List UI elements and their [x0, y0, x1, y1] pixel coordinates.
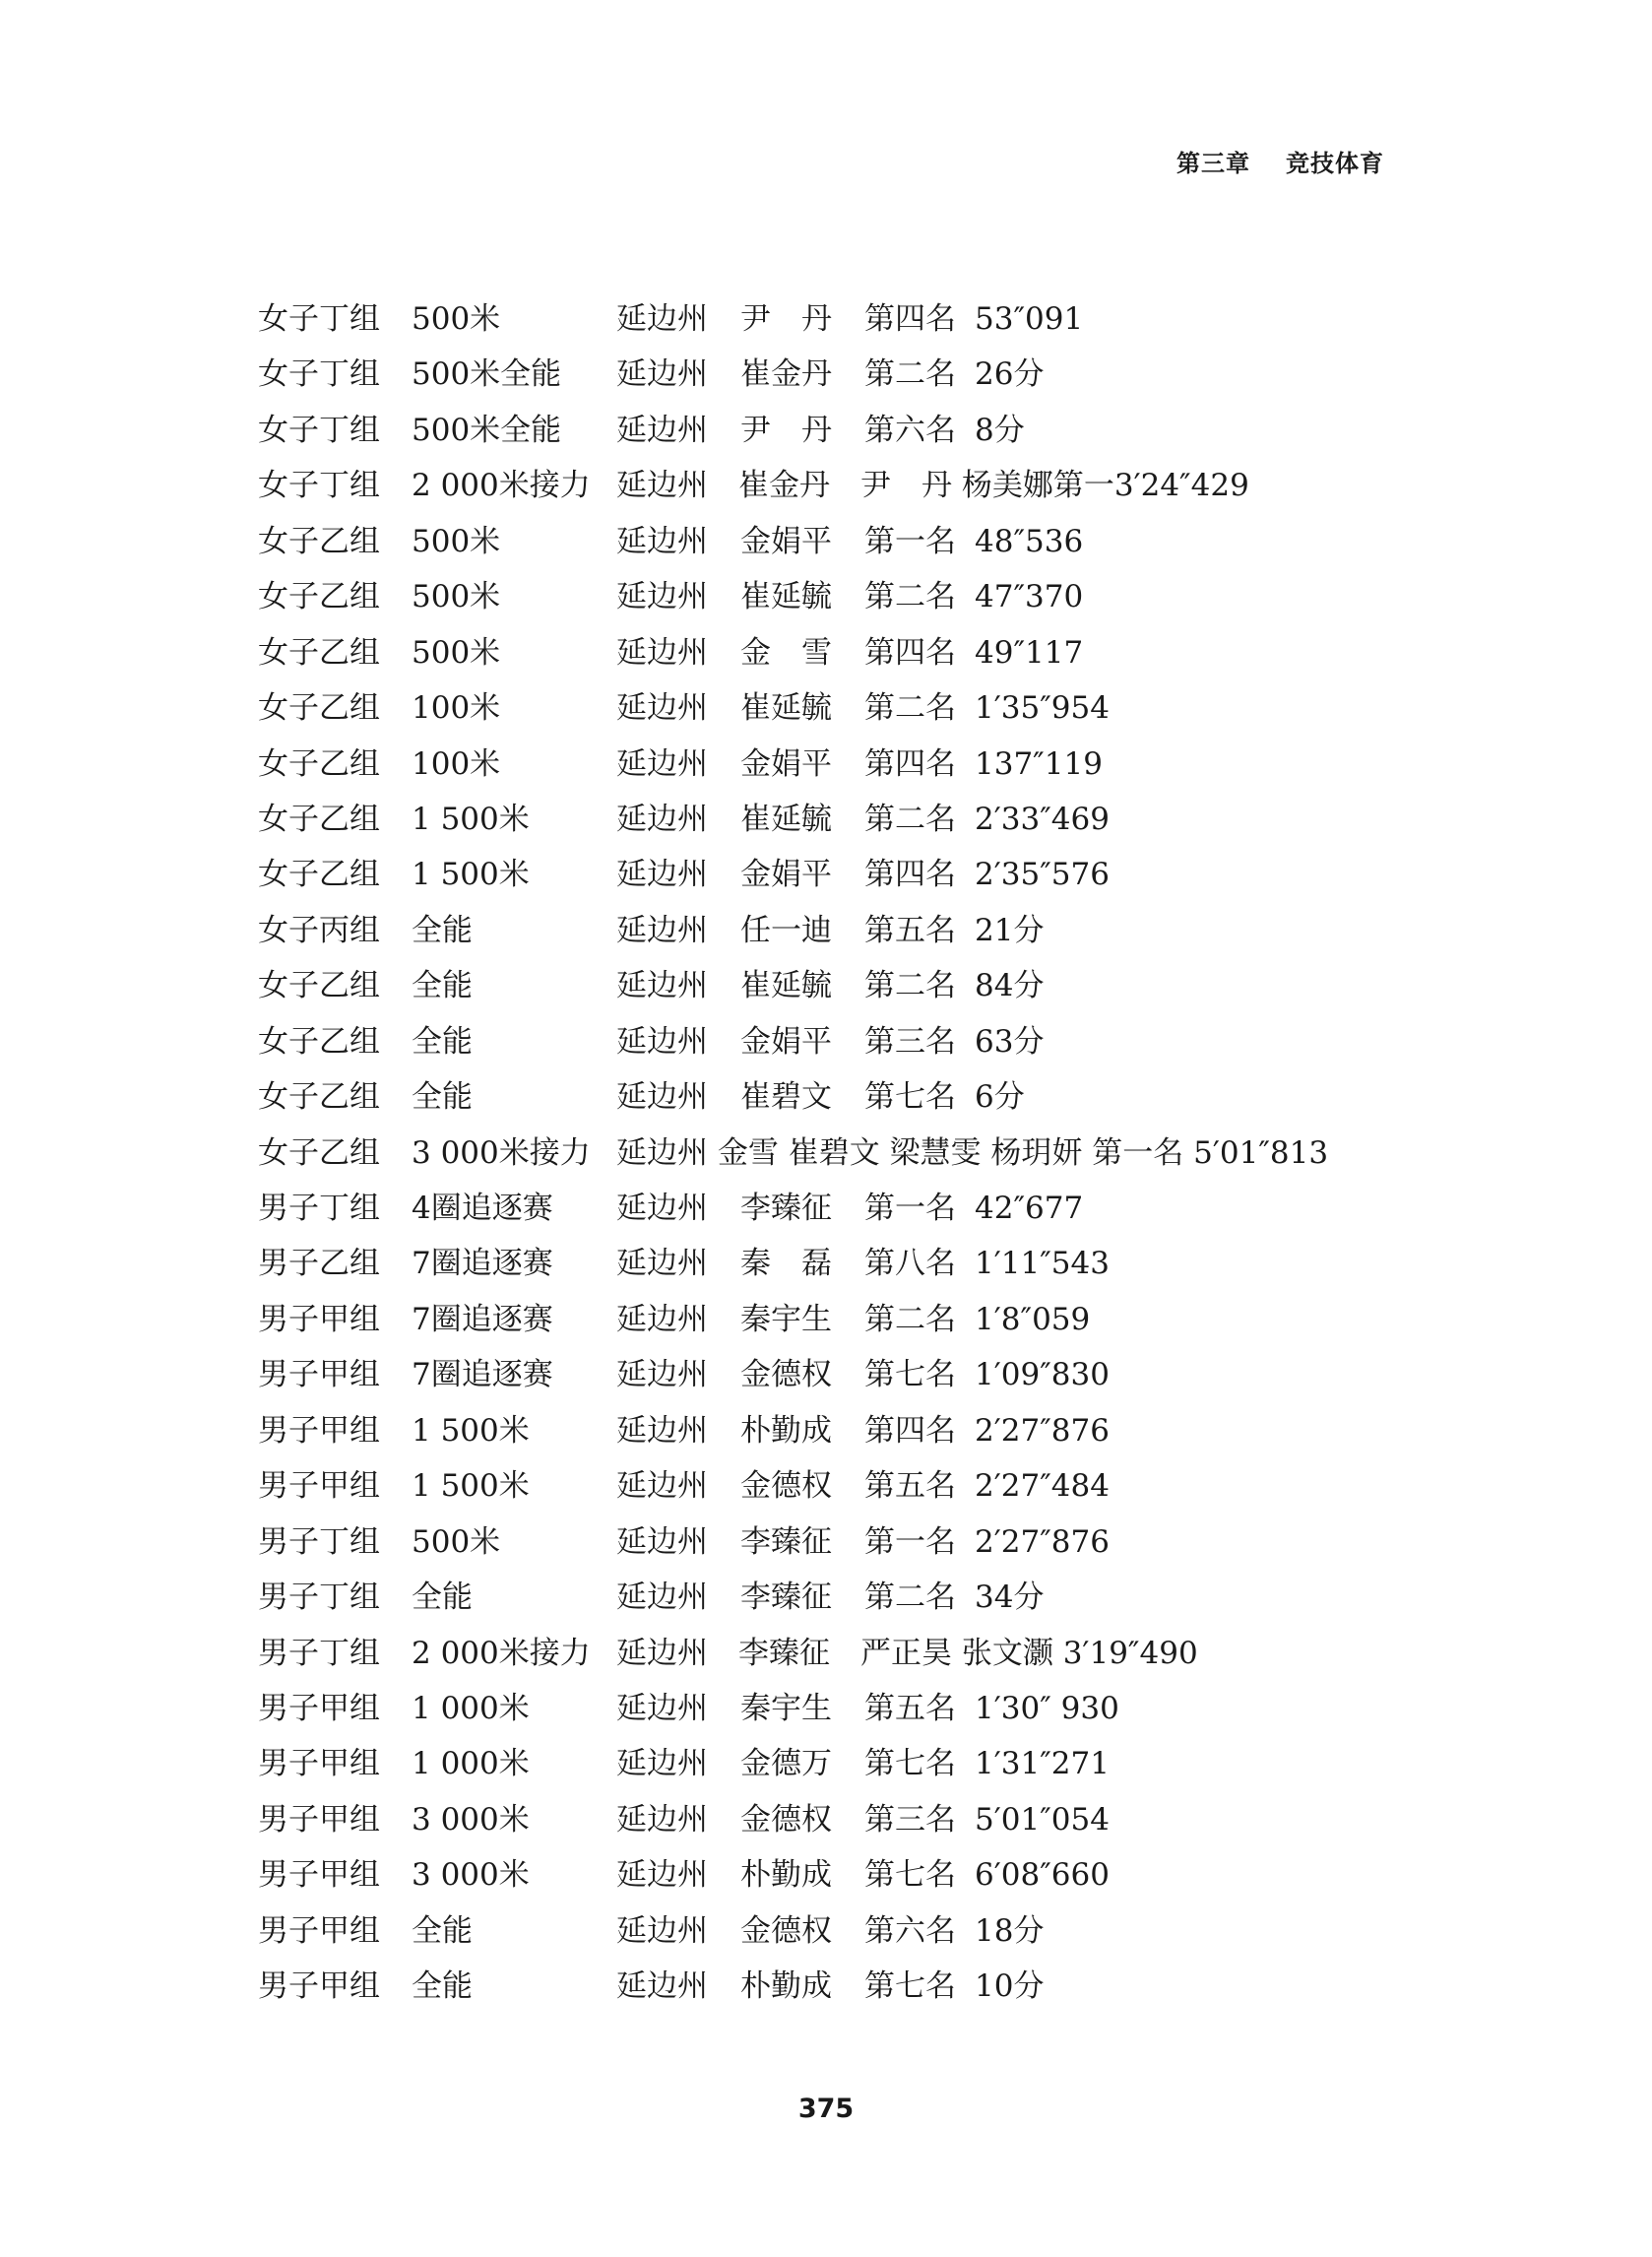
- region-cell: 延边州: [616, 1857, 708, 1894]
- region-cell: 延边州: [616, 634, 708, 671]
- rank-cell: 第五名: [864, 1468, 956, 1505]
- rank-cell: 第六名: [864, 1912, 956, 1949]
- rank-cell: 第五名: [864, 912, 956, 948]
- event-cell: 100米: [412, 745, 501, 782]
- region-cell: 延边州: [616, 356, 708, 393]
- rank-cell: 第一名: [864, 523, 956, 559]
- group-cell: 女子乙组: [258, 523, 380, 559]
- athlete-cell: 金德权: [740, 1801, 832, 1838]
- athlete-cell: 金德权: [740, 1912, 832, 1949]
- region-cell: 延边州: [616, 968, 708, 1004]
- group-cell: 女子丁组: [258, 356, 380, 393]
- result-cell: 1′30″ 930: [975, 1690, 1119, 1726]
- result-row: [258, 1347, 1439, 1402]
- result-cell: 1′31″271: [975, 1746, 1110, 1782]
- event-cell: 500米: [412, 634, 501, 671]
- event-cell: 全能: [412, 1079, 473, 1116]
- group-cell: 女子乙组: [258, 968, 380, 1004]
- event-cell: 3 000米接力: [412, 1134, 591, 1171]
- group-cell: 男子甲组: [258, 1412, 380, 1449]
- result-cell: 10分: [975, 1968, 1045, 2005]
- athlete-cell: 崔延毓: [740, 579, 832, 615]
- region-cell: 延边州: [616, 1523, 708, 1560]
- group-cell: 女子乙组: [258, 1079, 380, 1116]
- result-row: [258, 1626, 1439, 1681]
- result-row: [258, 1458, 1439, 1514]
- rank-cell: 第二名: [864, 690, 956, 727]
- result-row: [258, 1959, 1439, 2014]
- result-cell: 2′27″876: [975, 1412, 1110, 1449]
- athlete-cell: 崔金丹: [740, 356, 832, 393]
- result-row: [258, 680, 1439, 736]
- event-cell: 1 500米: [412, 1468, 530, 1505]
- region-cell: 延边州: [616, 1301, 708, 1337]
- result-row: [258, 903, 1439, 958]
- event-cell: 500米: [412, 1523, 501, 1560]
- result-cell: 18分: [975, 1912, 1045, 1949]
- athlete-cell: 崔延毓: [740, 801, 832, 837]
- rank-cell: 第八名: [864, 1246, 956, 1282]
- result-row: [258, 792, 1439, 847]
- result-cell: 1′35″954: [975, 690, 1110, 727]
- athlete-cell: 李臻征: [740, 1580, 832, 1616]
- group-cell: 男子乙组: [258, 1246, 380, 1282]
- region-cell: 延边州: [616, 857, 708, 893]
- relay-detail-cell: 延边州 崔金丹 尹 丹 杨美娜第一3′24″429: [616, 468, 1249, 504]
- event-cell: 1 500米: [412, 1412, 530, 1449]
- result-row: [258, 1181, 1439, 1236]
- event-cell: 100米: [412, 690, 501, 727]
- event-cell: 3 000米: [412, 1857, 530, 1894]
- result-cell: 6′08″660: [975, 1857, 1110, 1894]
- group-cell: 女子丙组: [258, 912, 380, 948]
- athlete-cell: 金娟平: [740, 1023, 832, 1060]
- athlete-cell: 尹 丹: [740, 301, 832, 337]
- group-cell: 女子丁组: [258, 301, 380, 337]
- result-cell: 5′01″054: [975, 1801, 1110, 1838]
- result-row: [258, 1903, 1439, 1959]
- region-cell: 延边州: [616, 301, 708, 337]
- page-number: 375: [797, 2094, 855, 2124]
- result-row: [258, 958, 1439, 1013]
- athlete-cell: 尹 丹: [740, 412, 832, 448]
- rank-cell: 第一名: [864, 1191, 956, 1226]
- result-row: [258, 1069, 1439, 1125]
- rank-cell: 第二名: [864, 579, 956, 615]
- group-cell: 女子乙组: [258, 745, 380, 782]
- rank-cell: 第二名: [864, 1301, 956, 1337]
- group-cell: 女子乙组: [258, 579, 380, 615]
- result-cell: 137″119: [975, 745, 1103, 782]
- group-cell: 女子乙组: [258, 1134, 380, 1171]
- relay-detail-cell: 延边州 金雪 崔碧文 梁慧雯 杨玥妍 第一名 5′01″813: [616, 1134, 1329, 1171]
- event-cell: 500米: [412, 523, 501, 559]
- event-cell: 全能: [412, 1968, 473, 2005]
- result-cell: 1′8″059: [975, 1301, 1091, 1337]
- athlete-cell: 秦宇生: [740, 1690, 832, 1726]
- result-row: [258, 458, 1439, 513]
- event-cell: 1 000米: [412, 1690, 530, 1726]
- section-label: 竞技体育: [1286, 150, 1384, 177]
- region-cell: 延边州: [616, 1912, 708, 1949]
- result-row: [258, 347, 1439, 402]
- athlete-cell: 金娟平: [740, 857, 832, 893]
- rank-cell: 第一名: [864, 1523, 956, 1560]
- group-cell: 女子乙组: [258, 1023, 380, 1060]
- event-cell: 500米全能: [412, 356, 562, 393]
- rank-cell: 第二名: [864, 356, 956, 393]
- result-row: [258, 403, 1439, 458]
- result-cell: 6分: [975, 1079, 1025, 1116]
- result-cell: 1′09″830: [975, 1357, 1110, 1393]
- event-cell: 500米: [412, 579, 501, 615]
- group-cell: 女子乙组: [258, 857, 380, 893]
- result-row: [258, 1847, 1439, 1902]
- region-cell: 延边州: [616, 1968, 708, 2005]
- result-cell: 48″536: [975, 523, 1084, 559]
- result-row: [258, 1570, 1439, 1625]
- athlete-cell: 崔延毓: [740, 968, 832, 1004]
- group-cell: 男子甲组: [258, 1857, 380, 1894]
- athlete-cell: 金德万: [740, 1746, 832, 1782]
- result-row: [258, 1681, 1439, 1736]
- group-cell: 男子丁组: [258, 1635, 380, 1671]
- result-cell: 2′27″484: [975, 1468, 1110, 1505]
- region-cell: 延边州: [616, 1468, 708, 1505]
- result-cell: 34分: [975, 1580, 1045, 1616]
- athlete-cell: 金德权: [740, 1468, 832, 1505]
- athlete-cell: 金娟平: [740, 523, 832, 559]
- group-cell: 男子丁组: [258, 1523, 380, 1560]
- event-cell: 4圈追逐赛: [412, 1191, 553, 1226]
- athlete-cell: 李臻征: [740, 1191, 832, 1226]
- athlete-cell: 崔碧文: [740, 1079, 832, 1116]
- result-row: [258, 847, 1439, 902]
- event-cell: 1 000米: [412, 1746, 530, 1782]
- event-cell: 2 000米接力: [412, 1635, 591, 1671]
- athlete-cell: 朴勤成: [740, 1968, 832, 2005]
- group-cell: 男子甲组: [258, 1746, 380, 1782]
- result-row: [258, 291, 1439, 347]
- event-cell: 500米全能: [412, 412, 562, 448]
- result-row: [258, 737, 1439, 792]
- result-cell: 84分: [975, 968, 1045, 1004]
- group-cell: 男子丁组: [258, 1580, 380, 1616]
- rank-cell: 第四名: [864, 634, 956, 671]
- result-cell: 63分: [975, 1023, 1045, 1060]
- group-cell: 男子甲组: [258, 1968, 380, 2005]
- group-cell: 女子丁组: [258, 412, 380, 448]
- result-row: [258, 569, 1439, 624]
- region-cell: 延边州: [616, 1580, 708, 1616]
- chapter-label: 第三章: [1176, 150, 1250, 177]
- result-row: [258, 1292, 1439, 1347]
- event-cell: 全能: [412, 1580, 473, 1616]
- results-list: [258, 291, 1439, 2015]
- region-cell: 延边州: [616, 1079, 708, 1116]
- group-cell: 女子乙组: [258, 690, 380, 727]
- rank-cell: 第六名: [864, 412, 956, 448]
- group-cell: 男子丁组: [258, 1191, 380, 1226]
- region-cell: 延边州: [616, 801, 708, 837]
- rank-cell: 第二名: [864, 968, 956, 1004]
- rank-cell: 第七名: [864, 1357, 956, 1393]
- event-cell: 全能: [412, 912, 473, 948]
- relay-detail-cell: 延边州 李臻征 严正昊 张文灏 3′19″490: [616, 1635, 1198, 1671]
- athlete-cell: 朴勤成: [740, 1412, 832, 1449]
- athlete-cell: 李臻征: [740, 1523, 832, 1560]
- event-cell: 2 000米接力: [412, 468, 591, 504]
- event-cell: 全能: [412, 1912, 473, 1949]
- rank-cell: 第七名: [864, 1746, 956, 1782]
- event-cell: 7圈追逐赛: [412, 1357, 553, 1393]
- region-cell: 延边州: [616, 1191, 708, 1226]
- athlete-cell: 朴勤成: [740, 1857, 832, 1894]
- result-cell: 42″677: [975, 1191, 1084, 1226]
- athlete-cell: 金娟平: [740, 745, 832, 782]
- event-cell: 7圈追逐赛: [412, 1246, 553, 1282]
- event-cell: 1 500米: [412, 857, 530, 893]
- result-cell: 8分: [975, 412, 1025, 448]
- result-row: [258, 514, 1439, 569]
- athlete-cell: 崔延毓: [740, 690, 832, 727]
- group-cell: 男子甲组: [258, 1468, 380, 1505]
- event-cell: 7圈追逐赛: [412, 1301, 553, 1337]
- result-row: [258, 1792, 1439, 1847]
- result-cell: 21分: [975, 912, 1045, 948]
- result-cell: 53″091: [975, 301, 1084, 337]
- region-cell: 延边州: [616, 1357, 708, 1393]
- result-cell: 49″117: [975, 634, 1084, 671]
- group-cell: 男子甲组: [258, 1690, 380, 1726]
- rank-cell: 第四名: [864, 857, 956, 893]
- rank-cell: 第七名: [864, 1968, 956, 2005]
- rank-cell: 第二名: [864, 1580, 956, 1616]
- athlete-cell: 金 雪: [740, 634, 832, 671]
- event-cell: 1 500米: [412, 801, 530, 837]
- region-cell: 延边州: [616, 1412, 708, 1449]
- athlete-cell: 秦宇生: [740, 1301, 832, 1337]
- region-cell: 延边州: [616, 745, 708, 782]
- region-cell: 延边州: [616, 1246, 708, 1282]
- event-cell: 全能: [412, 968, 473, 1004]
- rank-cell: 第七名: [864, 1857, 956, 1894]
- result-row: [258, 1736, 1439, 1791]
- result-cell: 2′27″876: [975, 1523, 1110, 1560]
- event-cell: 500米: [412, 301, 501, 337]
- region-cell: 延边州: [616, 1690, 708, 1726]
- group-cell: 男子甲组: [258, 1357, 380, 1393]
- group-cell: 男子甲组: [258, 1912, 380, 1949]
- rank-cell: 第三名: [864, 1801, 956, 1838]
- region-cell: 延边州: [616, 412, 708, 448]
- group-cell: 女子乙组: [258, 801, 380, 837]
- result-cell: 47″370: [975, 579, 1084, 615]
- rank-cell: 第四名: [864, 1412, 956, 1449]
- rank-cell: 第七名: [864, 1079, 956, 1116]
- region-cell: 延边州: [616, 1023, 708, 1060]
- event-cell: 全能: [412, 1023, 473, 1060]
- result-row: [258, 625, 1439, 680]
- group-cell: 男子甲组: [258, 1301, 380, 1337]
- rank-cell: 第四名: [864, 745, 956, 782]
- athlete-cell: 任一迪: [740, 912, 832, 948]
- rank-cell: 第四名: [864, 301, 956, 337]
- group-cell: 女子丁组: [258, 468, 380, 504]
- rank-cell: 第三名: [864, 1023, 956, 1060]
- group-cell: 男子甲组: [258, 1801, 380, 1838]
- region-cell: 延边州: [616, 912, 708, 948]
- rank-cell: 第五名: [864, 1690, 956, 1726]
- result-cell: 2′33″469: [975, 801, 1110, 837]
- region-cell: 延边州: [616, 579, 708, 615]
- result-row: [258, 1126, 1439, 1181]
- result-cell: 26分: [975, 356, 1045, 393]
- group-cell: 女子乙组: [258, 634, 380, 671]
- region-cell: 延边州: [616, 1801, 708, 1838]
- region-cell: 延边州: [616, 690, 708, 727]
- region-cell: 延边州: [616, 1746, 708, 1782]
- region-cell: 延边州: [616, 523, 708, 559]
- result-row: [258, 1014, 1439, 1069]
- rank-cell: 第二名: [864, 801, 956, 837]
- athlete-cell: 秦 磊: [740, 1246, 832, 1282]
- result-row: [258, 1403, 1439, 1458]
- athlete-cell: 金德权: [740, 1357, 832, 1393]
- event-cell: 3 000米: [412, 1801, 530, 1838]
- result-row: [258, 1236, 1439, 1291]
- result-row: [258, 1515, 1439, 1570]
- running-header: [1176, 144, 1384, 178]
- result-cell: 2′35″576: [975, 857, 1110, 893]
- result-cell: 1′11″543: [975, 1246, 1110, 1282]
